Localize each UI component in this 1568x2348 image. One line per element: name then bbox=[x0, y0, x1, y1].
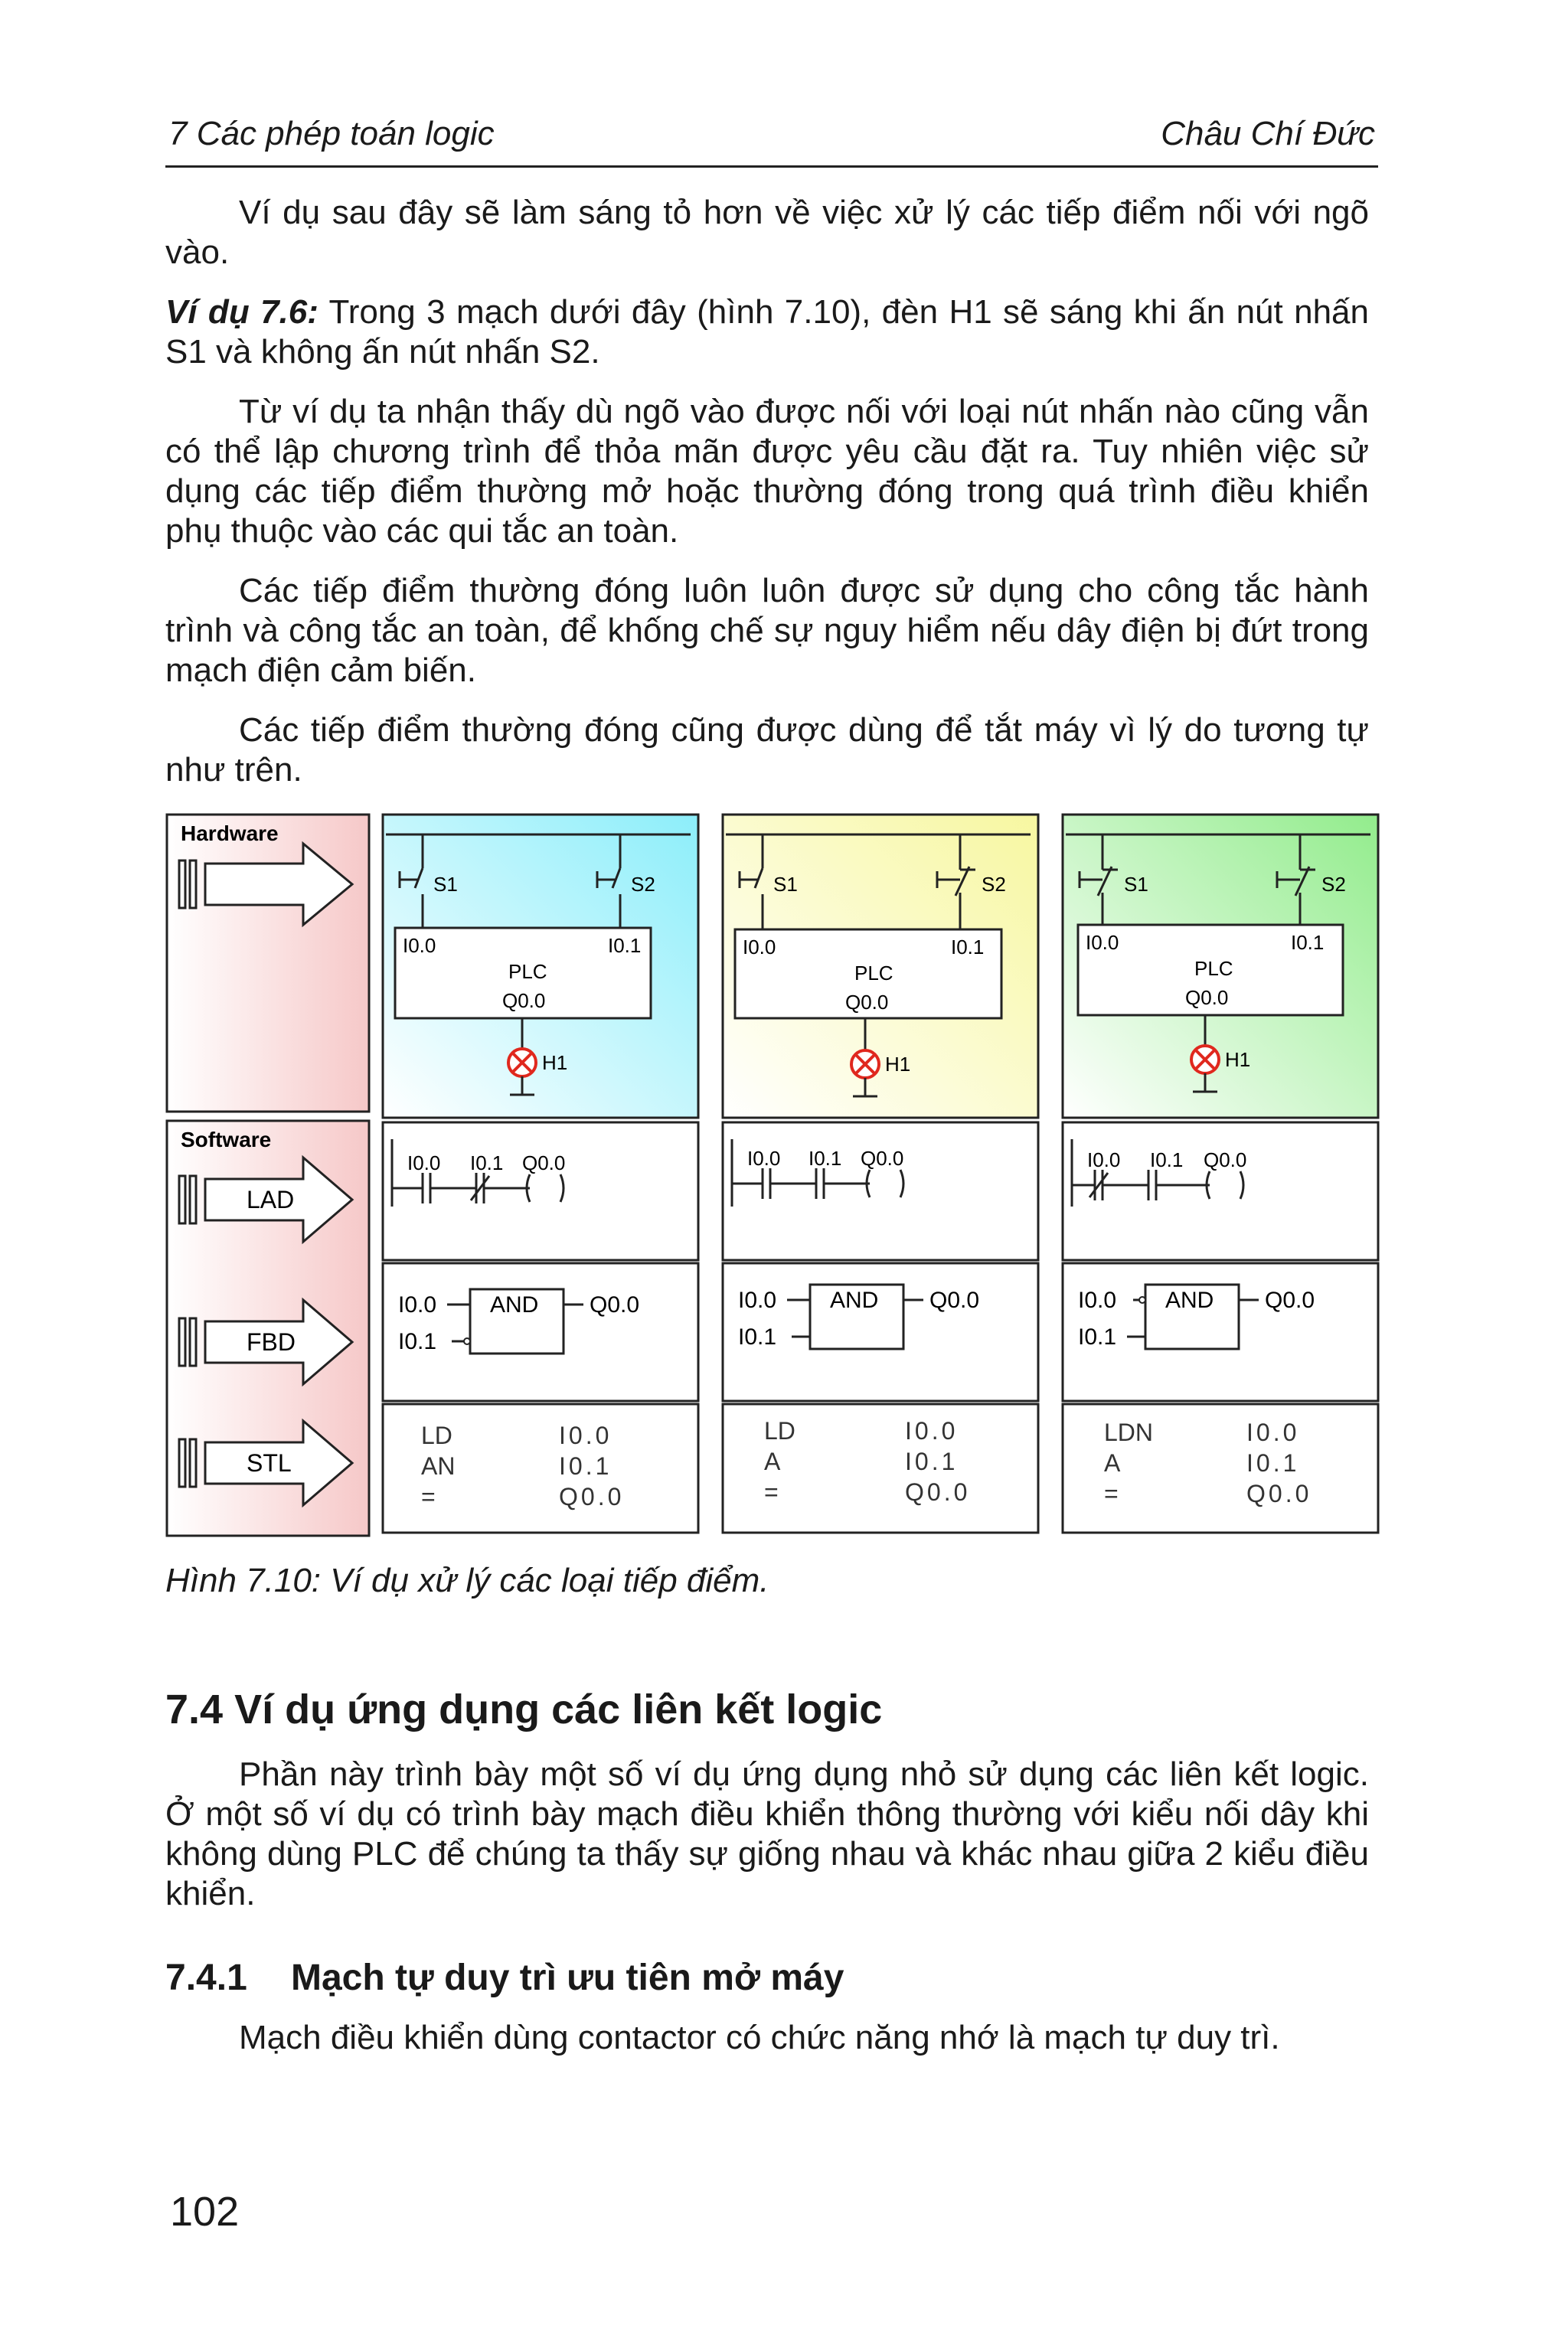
fbd-input-1: I0.0 bbox=[398, 1292, 437, 1318]
plc-output: Q0.0 bbox=[1185, 986, 1229, 1009]
svg-text:A: A bbox=[1104, 1449, 1121, 1477]
software-label: Software bbox=[181, 1128, 272, 1151]
fbd-input-1: I0.0 bbox=[738, 1288, 777, 1313]
fbd-input-2: I0.1 bbox=[398, 1329, 437, 1354]
example-column-3 bbox=[1063, 815, 1378, 1533]
plc-output: Q0.0 bbox=[845, 991, 889, 1014]
fbd-gate: AND bbox=[830, 1288, 879, 1313]
plc-input-1: I0.0 bbox=[1086, 931, 1119, 954]
lamp-h1-label: H1 bbox=[1225, 1048, 1251, 1071]
plc-output: Q0.0 bbox=[502, 989, 546, 1012]
stl-label: STL bbox=[247, 1449, 292, 1477]
svg-text:AN: AN bbox=[421, 1452, 456, 1480]
fbd-label: FBD bbox=[247, 1328, 296, 1356]
figure-contact-examples bbox=[161, 808, 1386, 1543]
lad-contact-1: I0.0 bbox=[407, 1151, 441, 1174]
lad-coil: Q0.0 bbox=[861, 1147, 904, 1170]
plc-input-1: I0.0 bbox=[403, 934, 436, 957]
lad-label: LAD bbox=[247, 1186, 295, 1213]
plc-input-2: I0.1 bbox=[951, 936, 985, 958]
switch-s2-label: S2 bbox=[631, 873, 655, 896]
svg-text:A: A bbox=[764, 1448, 781, 1475]
lad-panel bbox=[1063, 1122, 1378, 1260]
chapter-title: 7 Các phép toán logic bbox=[168, 115, 495, 152]
switch-s1-label: S1 bbox=[773, 873, 798, 896]
svg-text:I0.1: I0.1 bbox=[1246, 1449, 1300, 1477]
example-column-1 bbox=[383, 815, 698, 1533]
lamp-h1-label: H1 bbox=[885, 1053, 911, 1076]
section-paragraph: Phần này trình bày một số ví dụ ứng dụng nhỏ sử dụng các liên kết logic. Ở một số ví dụ có trình bày mạch điều khiển thông thường với kiểu nối dây khi không dùng PLC để chúng ta thấy sự giống nhau và khác nhau giữa 2 kiểu điều khiển. bbox=[165, 1755, 1369, 1912]
svg-text:=: = bbox=[1104, 1480, 1119, 1507]
switch-s2-label: S2 bbox=[1321, 873, 1346, 896]
svg-text:=: = bbox=[421, 1483, 436, 1510]
subsection-paragraph: Mạch điều khiển dùng contactor có chức năng nhớ là mạch tự duy trì. bbox=[239, 2019, 1280, 2056]
svg-text:Q0.0: Q0.0 bbox=[559, 1483, 625, 1510]
fbd-input-2: I0.1 bbox=[1078, 1324, 1117, 1350]
fbd-output: Q0.0 bbox=[1265, 1288, 1315, 1313]
example-column-2 bbox=[723, 815, 1038, 1533]
lad-coil: Q0.0 bbox=[1204, 1148, 1247, 1171]
fbd-gate: AND bbox=[1165, 1288, 1214, 1313]
svg-text:I0.0: I0.0 bbox=[1246, 1419, 1300, 1446]
paragraph-example bbox=[165, 292, 1369, 372]
section-heading: 7.4 Ví dụ ứng dụng các liên kết logic bbox=[165, 1687, 883, 1732]
paragraph-intro: Ví dụ sau đây sẽ làm sáng tỏ hơn về việc xử lý các tiếp điểm nối với ngõ vào. bbox=[165, 194, 1369, 271]
svg-text:I0.1: I0.1 bbox=[559, 1452, 612, 1480]
subsection-title: Mạch tự duy trì ưu tiên mở máy bbox=[291, 1958, 844, 1998]
plc-input-2: I0.1 bbox=[608, 934, 642, 957]
fbd-input-1: I0.0 bbox=[1078, 1288, 1117, 1313]
svg-text:LD: LD bbox=[421, 1422, 452, 1449]
page-number: 102 bbox=[170, 2189, 240, 2235]
paragraph-safety: Các tiếp điểm thường đóng luôn luôn được sử dụng cho công tắc hành trình và công tắc an toàn, để khống chế sự nguy hiểm nếu dây điện bị đứt trong mạch điện cảm biến. bbox=[165, 572, 1369, 689]
fbd-output: Q0.0 bbox=[590, 1292, 640, 1318]
svg-text:LDN: LDN bbox=[1104, 1419, 1154, 1446]
switch-s1-label: S1 bbox=[1124, 873, 1148, 896]
lad-contact-2: I0.1 bbox=[1150, 1148, 1184, 1171]
example-label: Ví dụ 7.6: bbox=[165, 293, 318, 331]
plc-name: PLC bbox=[1194, 957, 1233, 980]
switch-s2-label: S2 bbox=[982, 873, 1006, 896]
figure-caption: Hình 7.10: Ví dụ xử lý các loại tiếp điểm. bbox=[165, 1562, 769, 1599]
lamp-h1-label: H1 bbox=[542, 1051, 568, 1074]
fbd-input-2: I0.1 bbox=[738, 1324, 777, 1350]
plc-input-1: I0.0 bbox=[743, 936, 776, 958]
svg-text:I0.1: I0.1 bbox=[905, 1448, 959, 1475]
svg-text:Q0.0: Q0.0 bbox=[905, 1478, 971, 1506]
paragraph-shutdown: Các tiếp điểm thường đóng cũng được dùng để tắt máy vì lý do tương tự như trên. bbox=[165, 711, 1369, 789]
paragraph-observation: Từ ví dụ ta nhận thấy dù ngõ vào được nối với loại nút nhấn nào cũng vẫn có thể lập chương trình để thỏa mãn được yêu cầu đặt ra. Tuy nhiên việc sử dụng các tiếp điểm thường mở hoặc thường đóng trong quá trình điều khiển phụ thuộc vào các qui tắc an toàn. bbox=[165, 393, 1369, 550]
svg-text:I0.0: I0.0 bbox=[905, 1417, 959, 1445]
svg-text:=: = bbox=[764, 1478, 779, 1506]
plc-input-2: I0.1 bbox=[1291, 931, 1325, 954]
lad-contact-1: I0.0 bbox=[1087, 1148, 1121, 1171]
hardware-label: Hardware bbox=[181, 821, 279, 845]
plc-name: PLC bbox=[508, 960, 547, 983]
fbd-gate: AND bbox=[490, 1292, 539, 1318]
hardware-panel bbox=[167, 815, 369, 1112]
lad-contact-1: I0.0 bbox=[747, 1147, 781, 1170]
switch-s1-label: S1 bbox=[433, 873, 458, 896]
lad-coil: Q0.0 bbox=[522, 1151, 566, 1174]
lad-contact-2: I0.1 bbox=[808, 1147, 842, 1170]
lad-contact-2: I0.1 bbox=[470, 1151, 504, 1174]
author-name: Châu Chí Đức bbox=[1161, 115, 1375, 152]
example-text: Trong 3 mạch dưới đây (hình 7.10), đèn H1 sẽ sáng khi ấn nút nhấn S1 và không ấn nút nhấn S2. bbox=[165, 293, 1369, 371]
fbd-output: Q0.0 bbox=[929, 1288, 980, 1313]
svg-text:Q0.0: Q0.0 bbox=[1246, 1480, 1312, 1507]
subsection-heading bbox=[165, 1957, 844, 1999]
svg-text:LD: LD bbox=[764, 1417, 795, 1445]
svg-text:I0.0: I0.0 bbox=[559, 1422, 612, 1449]
plc-name: PLC bbox=[854, 962, 893, 985]
subsection-number: 7.4.1 bbox=[165, 1958, 247, 1998]
running-header bbox=[165, 115, 1378, 168]
